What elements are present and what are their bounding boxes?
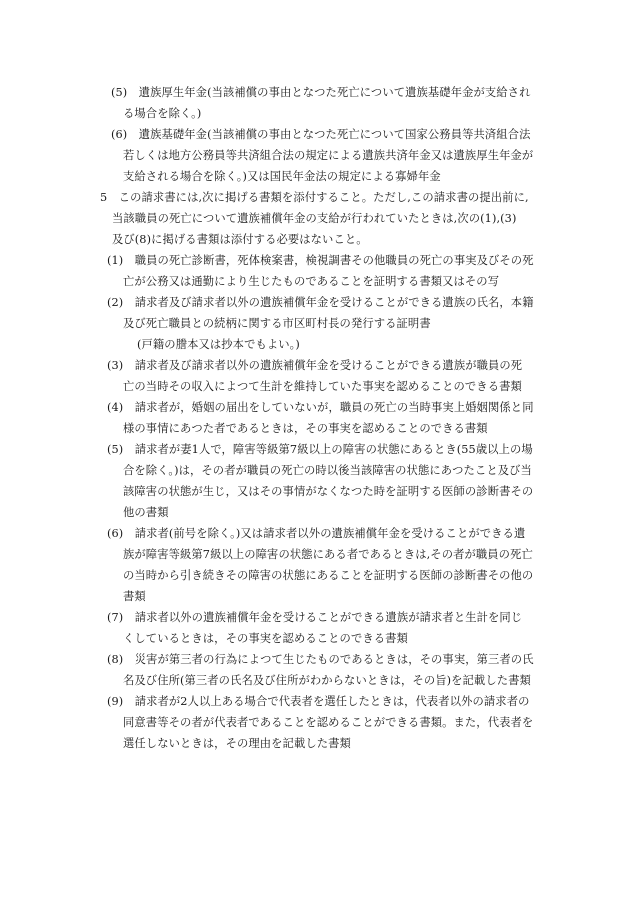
- doc-6-line-3: の当時から引き続きその障害の状態にあることを証明する医師の診断書その他の: [123, 569, 534, 582]
- doc-9-line-1: (9) 請求者が2人以上ある場合で代表者を選任したときは，代表者以外の請求者の: [107, 695, 530, 708]
- doc-3-line-2: 亡の当時その収入によつて生計を維持していた事実を認めることのできる書類: [123, 380, 522, 393]
- doc-4-line-1: (4) 請求者が，婚姻の届出をしていないが，職員の死亡の当時事実上婚姻関係と同: [107, 401, 534, 414]
- doc-3-line-1: (3) 請求者及び請求者以外の遺族補償年金を受けることができる遺族が職員の死: [107, 359, 523, 372]
- item-5-line-2: る場合を除く。): [123, 107, 202, 120]
- item-6-line-3: 支給される場合を除く。)又は国民年金法の規定による寡婦年金: [123, 170, 441, 183]
- item-6-line-1: (6) 遺族基礎年金(当該補償の事由となつた死亡について国家公務員等共済組合法: [111, 128, 531, 141]
- doc-5-line-2: 合を除く。)は，その者が職員の死亡の時以後当該障害の状態にあつたこと及び当: [123, 464, 532, 477]
- doc-8-line-1: (8) 災害が第三者の行為によつて生じたものであるときは，その事実，第三者の氏: [107, 653, 534, 666]
- section-5-line-1: 5 この請求書には,次に掲げる書類を添付すること。ただし,この請求書の提出前に,: [100, 191, 529, 204]
- item-5-line-1: (5) 遺族厚生年金(当該補償の事由となつた死亡について遺族基礎年金が支給され: [111, 86, 531, 99]
- doc-6-line-2: 族が障害等級第7級以上の障害の状態にある者であるときは,その者が職員の死亡: [123, 548, 533, 561]
- doc-2-line-1: (2) 請求者及び請求者以外の遺族補償年金を受けることができる遺族の氏名，本籍: [107, 296, 534, 309]
- section-5-line-2: 当該職員の死亡について遺族補償年金の支給が行われていたときは,次の(1),(3): [112, 212, 517, 225]
- doc-6-line-4: 書類: [123, 590, 146, 603]
- doc-1-line-1: (1) 職員の死亡診断書，死体検案書，検視調書その他職員の死亡の事実及びその死: [107, 254, 534, 267]
- doc-5-line-4: 他の書類: [123, 506, 169, 519]
- doc-7-line-2: くしているときは，その事実を認めることのできる書類: [123, 632, 408, 645]
- doc-1-line-2: 亡が公務又は通勤により生じたものであることを証明する書類又はその写: [123, 275, 500, 288]
- doc-7-line-1: (7) 請求者以外の遺族補償年金を受けることができる遺族が請求者と生計を同じ: [107, 611, 523, 624]
- doc-9-line-2: 同意書等その者が代表者であることを認めることができる書類。また，代表者を: [123, 716, 534, 729]
- doc-5-line-3: 該障害の状態が生じ，又はその事情がなくなつた時を証明する医師の診断書その: [123, 485, 534, 498]
- doc-4-line-2: 様の事情にあつた者であるときは，その事実を認めることのできる書類: [123, 422, 488, 435]
- doc-5-line-1: (5) 請求者が妻1人で，障害等級第7級以上の障害の状態にあるとき(55歳以上の場: [107, 443, 533, 456]
- doc-2-note: (戸籍の謄本又は抄本でもよい。): [137, 338, 300, 351]
- doc-2-line-2: 及び死亡職員との続柄に関する市区町村長の発行する証明書: [123, 317, 431, 330]
- doc-9-line-3: 選任しないときは，その理由を記載した書類: [123, 737, 351, 750]
- section-5-line-3: 及び(8)に掲げる書類は添付する必要はないこと。: [112, 233, 368, 246]
- doc-8-line-2: 名及び住所(第三者の氏名及び住所がわからないときは，その旨)を記載した書類: [123, 674, 531, 687]
- item-6-line-2: 若しくは地方公務員等共済組合法の規定による遺族共済年金又は遺族厚生年金が: [123, 149, 534, 162]
- doc-6-line-1: (6) 請求者(前号を除く。)又は請求者以外の遺族補償年金を受けることができる遺: [107, 527, 526, 540]
